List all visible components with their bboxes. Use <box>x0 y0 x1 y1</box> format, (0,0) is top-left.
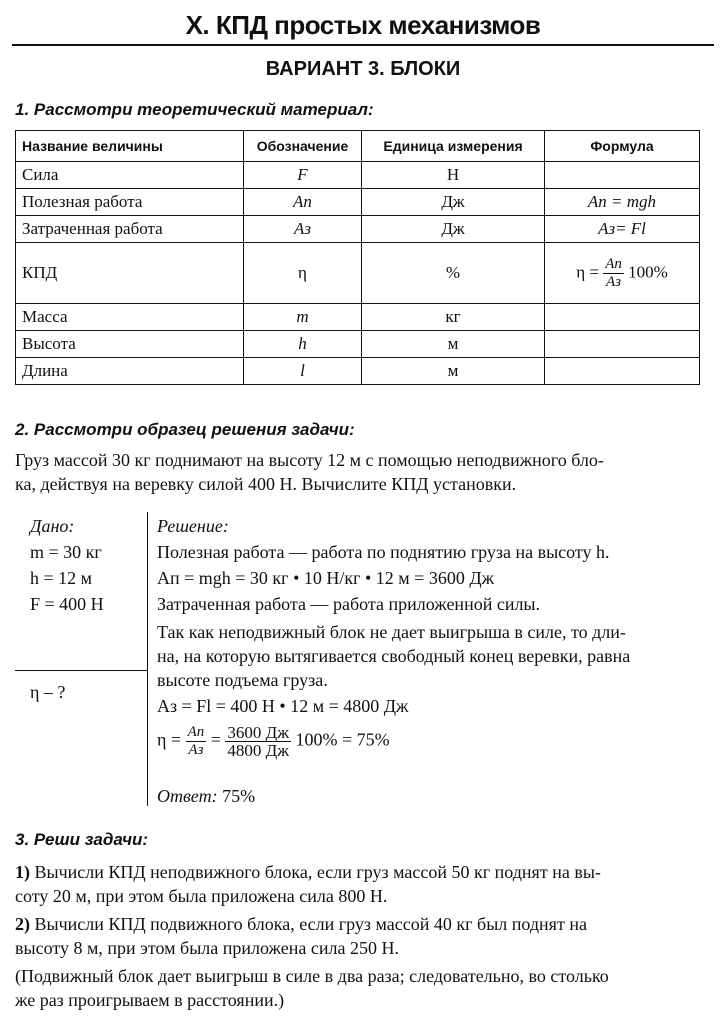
answer <box>157 784 255 808</box>
eta-suffix: 100% <box>628 261 668 281</box>
row-formula <box>545 243 700 304</box>
solution-line: Затраченная работа — работа приложенной силы. <box>157 594 541 614</box>
problem-line-1: Груз массой 30 кг поднимают на высоту 12 м с помощью неподвижного бло- <box>15 450 604 470</box>
row-unit: м <box>362 358 545 385</box>
row-formula <box>545 358 700 385</box>
given-height: h = 12 м <box>30 568 93 588</box>
page-title: X. КПД простых механизмов <box>185 10 541 40</box>
row-symbol: Aп <box>244 189 362 216</box>
row-name: Длина <box>16 358 244 385</box>
variant-title: ВАРИАНТ 3. БЛОКИ <box>265 58 461 80</box>
row-formula <box>545 162 700 189</box>
problem-line-2: ка, действуя на веревку силой 400 Н. Вычислите КПД установки. <box>15 474 517 494</box>
fraction-denominator: Aз <box>188 742 204 758</box>
row-symbol: h <box>244 331 362 358</box>
task-text: Вычисли КПД неподвижного блока, если груз массой 50 кг поднят на вы- <box>34 862 601 882</box>
row-formula <box>545 331 700 358</box>
quantities-table <box>15 130 700 385</box>
fraction-denominator: Aз <box>606 273 622 290</box>
table-row <box>16 304 700 331</box>
find-eta: η – ? <box>30 682 66 702</box>
solution-line: Так как неподвижный блок не дает выигрыша в силе, то дли- <box>157 622 626 642</box>
col-header-name: Название величины <box>16 131 244 162</box>
row-symbol: Aз <box>244 216 362 243</box>
eta-fraction <box>603 256 624 291</box>
row-name: Сила <box>16 162 244 189</box>
row-name: Затраченная работа <box>16 216 244 243</box>
note-line-2: же раз проигрываем в расстоянии.) <box>15 990 285 1010</box>
given-label: Дано: <box>30 516 75 536</box>
row-name: Полезная работа <box>16 189 244 216</box>
col-header-unit: Единица измерения <box>362 131 545 162</box>
solution-line: Aп = mgh = 30 кг • 10 Н/кг • 12 м = 3600 Дж <box>157 568 495 588</box>
solution-line: Aз = Fl = 400 Н • 12 м = 4800 Дж <box>157 696 409 716</box>
task-1-line-1 <box>15 860 601 884</box>
row-formula <box>545 304 700 331</box>
solution-line: высоте подъема груза. <box>157 670 328 690</box>
fraction-numerator: Aп <box>187 724 205 740</box>
task-number: 1) <box>15 862 30 882</box>
row-symbol: η <box>244 243 362 304</box>
row-name: Масса <box>16 304 244 331</box>
eta-calc-suffix: 100% = 75% <box>295 729 390 750</box>
task-text: Вычисли КПД подвижного блока, если груз массой 40 кг был поднят на <box>34 914 587 934</box>
col-header-symbol: Обозначение <box>244 131 362 162</box>
table-row <box>16 216 700 243</box>
fraction-numerator: 3600 Дж <box>227 723 289 742</box>
row-unit: % <box>362 243 545 304</box>
row-symbol: m <box>244 304 362 331</box>
row-unit: Дж <box>362 216 545 243</box>
row-symbol: l <box>244 358 362 385</box>
eta-calculation <box>157 724 390 759</box>
section3-heading: 3. Реши задачи: <box>15 830 149 849</box>
note-line-1: (Подвижный блок дает выигрыш в силе в два раза; следовательно, во столько <box>15 966 609 986</box>
eta-calc-fraction-2 <box>225 724 291 759</box>
solution-divider-vertical <box>147 512 148 806</box>
row-unit: м <box>362 331 545 358</box>
answer-label: Ответ: <box>157 786 218 806</box>
row-symbol: F <box>244 162 362 189</box>
row-formula: Aп = mgh <box>545 189 700 216</box>
fraction-numerator: Aп <box>605 255 622 272</box>
task-number: 2) <box>15 914 30 934</box>
row-unit: Дж <box>362 189 545 216</box>
table-row <box>16 243 700 304</box>
title-divider <box>12 44 714 46</box>
answer-value: 75% <box>222 786 256 806</box>
table-row <box>16 189 700 216</box>
eta-calc-equals: = <box>210 729 221 750</box>
task-2-line-2: высоту 8 м, при этом была приложена сила 250 Н. <box>15 938 399 958</box>
eta-calc-fraction-1 <box>186 724 207 759</box>
fraction-denominator: 4800 Дж <box>227 741 289 760</box>
given-force: F = 400 Н <box>30 594 104 614</box>
section1-heading: 1. Рассмотри теоретический материал: <box>15 100 374 119</box>
row-name: КПД <box>16 243 244 304</box>
row-formula: Aз= Fl <box>545 216 700 243</box>
col-header-formula: Формула <box>545 131 700 162</box>
given-divider-horizontal <box>15 670 147 671</box>
table-row <box>16 358 700 385</box>
row-name: Высота <box>16 331 244 358</box>
task-2-line-1 <box>15 912 587 936</box>
eta-calc-prefix: η = <box>157 729 182 750</box>
row-unit: кг <box>362 304 545 331</box>
task-1-line-2: соту 20 м, при этом была приложена сила 800 Н. <box>15 886 388 906</box>
row-unit: Н <box>362 162 545 189</box>
solution-line: Полезная работа — работа по поднятию груза на высоту h. <box>157 542 610 562</box>
eta-prefix: η = <box>576 261 599 281</box>
section2-heading: 2. Рассмотри образец решения задачи: <box>15 420 355 439</box>
given-mass: m = 30 кг <box>30 542 102 562</box>
table-row <box>16 331 700 358</box>
solution-line: на, на которую вытягивается свободный конец веревки, равна <box>157 646 631 666</box>
table-row <box>16 162 700 189</box>
solution-label: Решение: <box>157 516 229 536</box>
